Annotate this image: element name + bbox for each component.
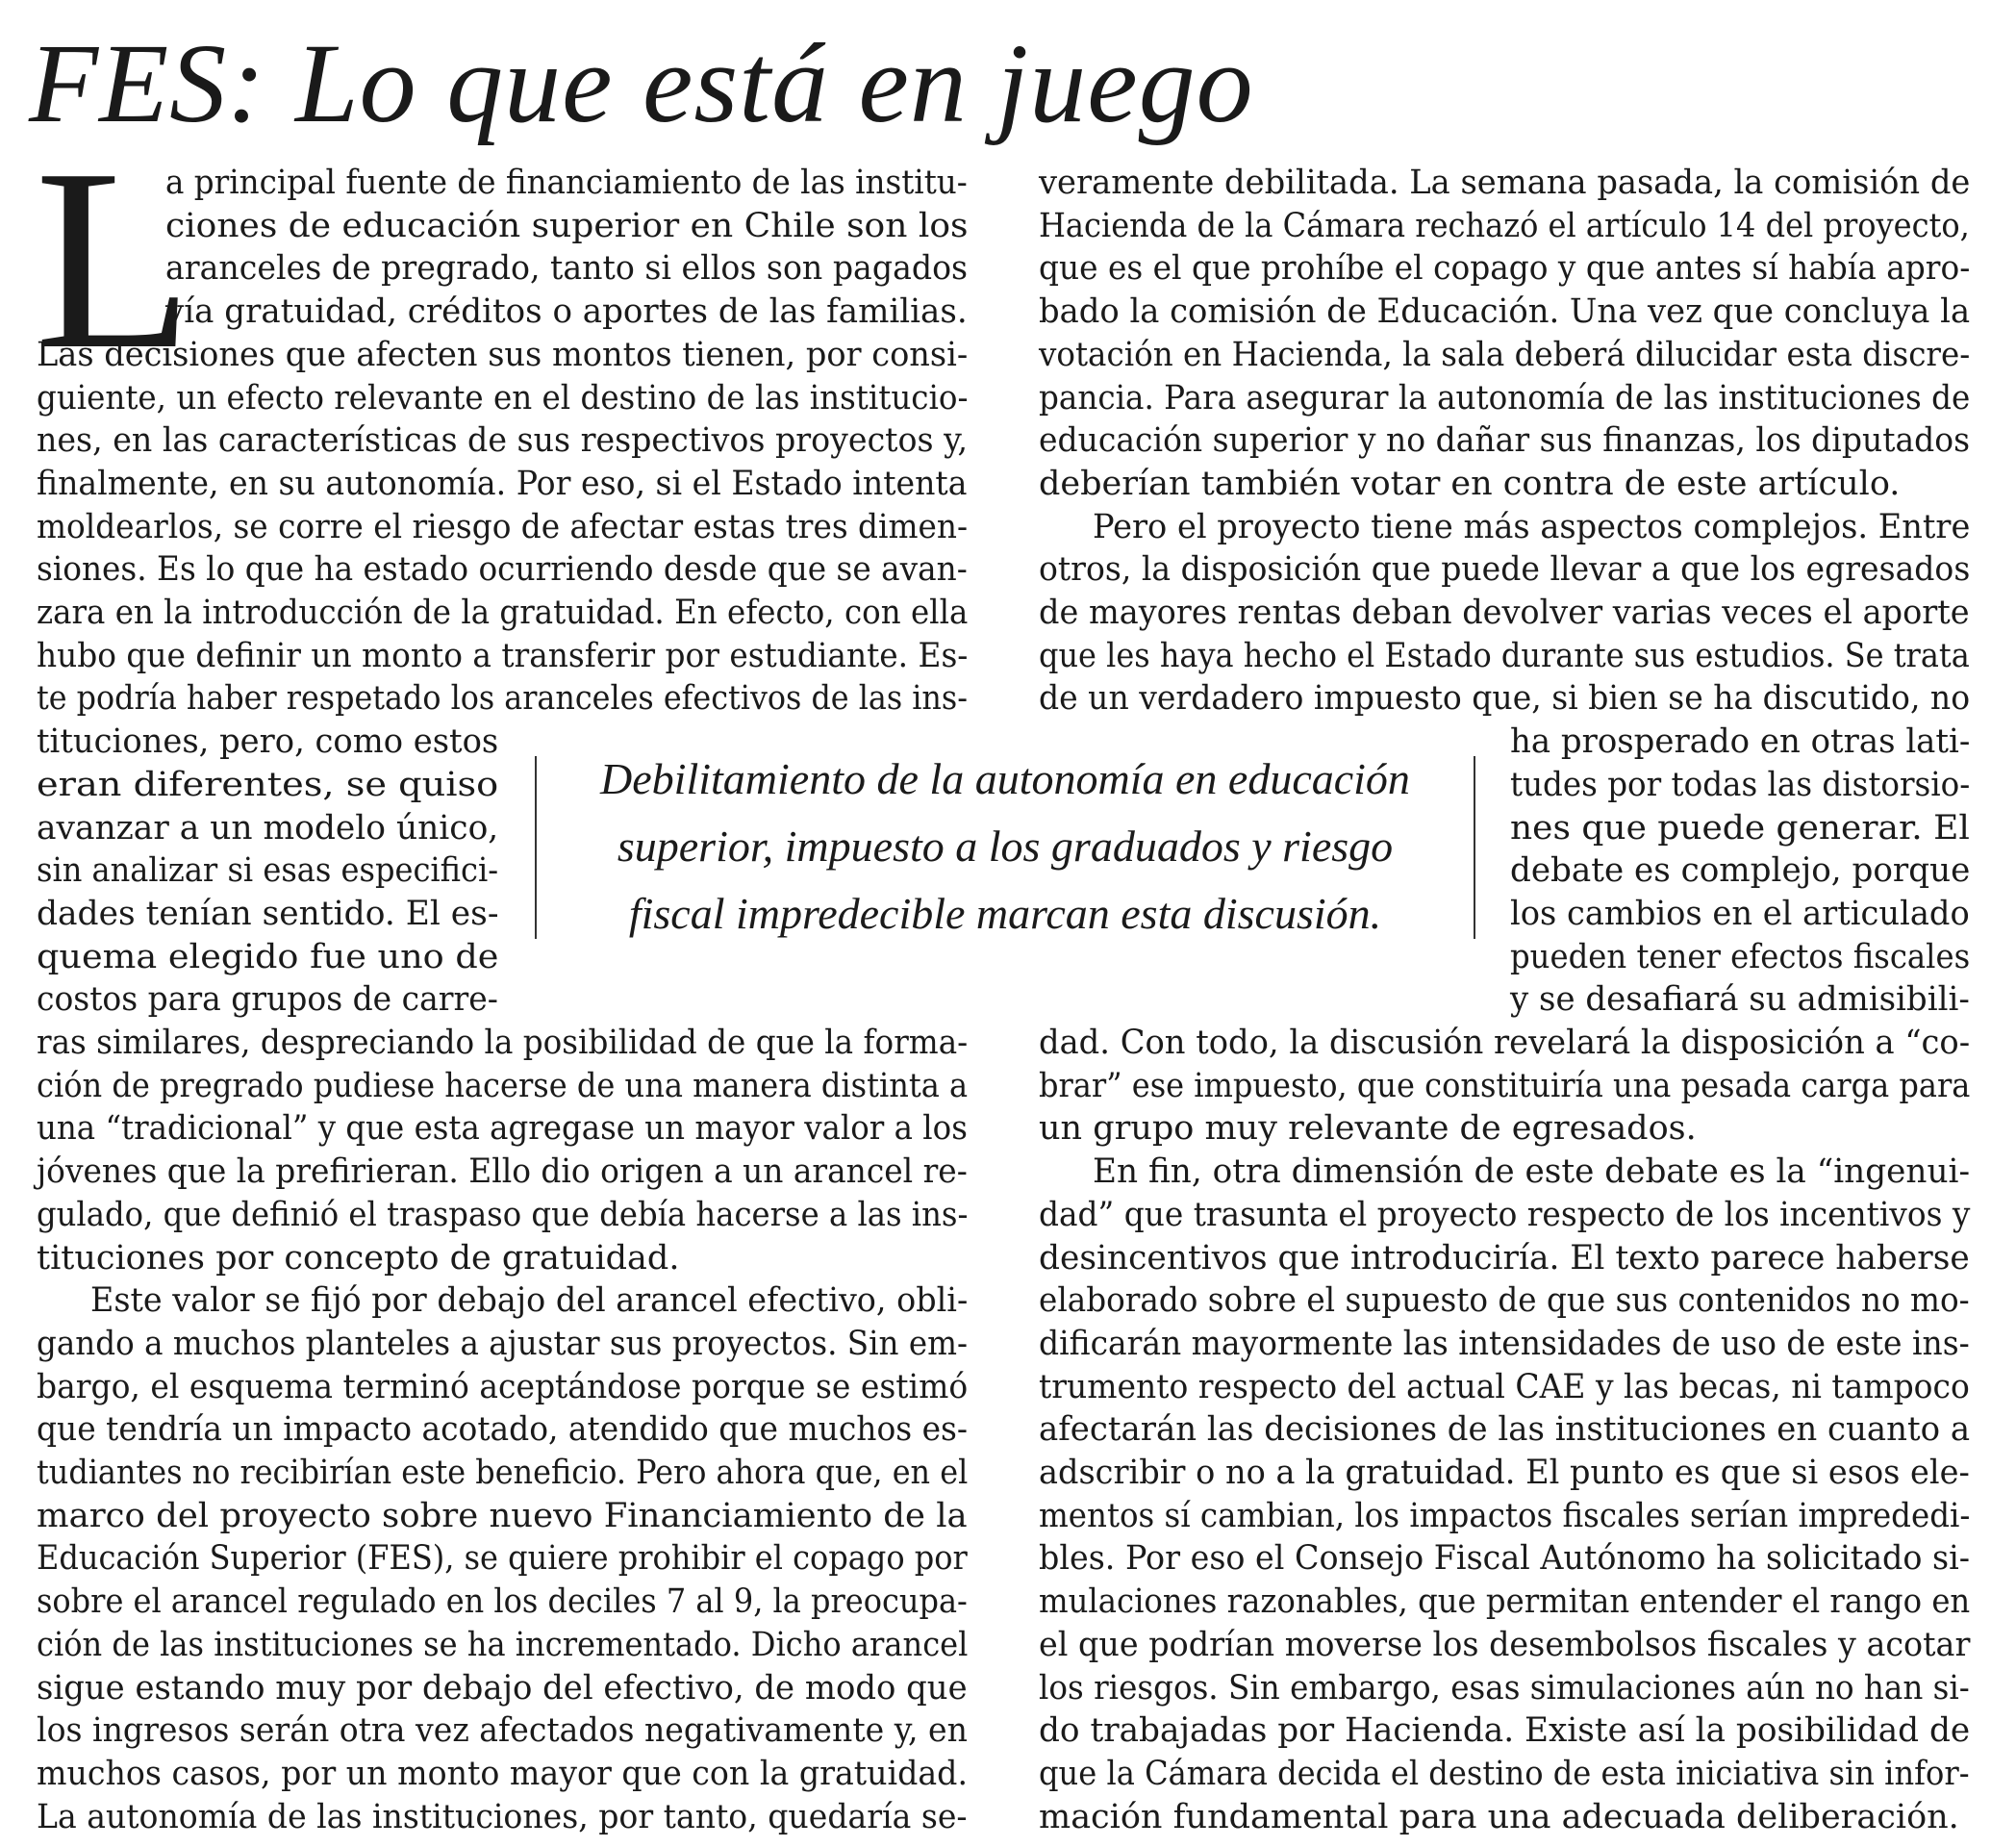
body-line: gulado, que definió el traspaso que debía hacerse a las ins- [37,1195,969,1234]
body-line: tudiantes no recibirían este beneficio. Pero ahora que, en el [37,1454,969,1492]
body-line: En fin, otra dimensión de este debate es la “ingenui- [1093,1152,1971,1192]
body-line: elaborado sobre el supuesto de que sus contenidos no mo- [1039,1281,1970,1321]
body-line: bargo, el esquema terminó aceptándose porque se estimó [37,1367,969,1406]
body-line: aranceles de pregrado, tanto si ellos son pagados [165,249,969,289]
body-line: los cambios en el articulado [1510,894,1970,933]
body-line: Las decisiones que afecten sus montos tienen, por consi- [37,335,969,374]
body-line: pueden tener efectos fiscales [1510,937,1971,976]
body-line: los ingresos serán otra vez afectados negativamente y, en [37,1711,968,1751]
body-line: quema elegido fue uno de [37,937,499,976]
body-line: avanzar a un modelo único, [37,808,499,848]
body-line: tudes por todas las distorsio- [1510,765,1971,804]
body-line: zara en la introducción de la gratuidad. En efecto, con ella [37,594,969,632]
body-line: mación fundamental para una adecuada deliberación. [1039,1797,1959,1836]
body-line: Educación Superior (FES), se quiere prohibir el copago por [37,1539,968,1579]
body-line: do trabajadas por Hacienda. Existe así la posibilidad de [1039,1711,1971,1751]
body-line: otros, la disposición que puede llevar a que los egresados [1039,550,1971,590]
body-line: nes que puede generar. El [1510,808,1970,848]
body-line: muchos casos, por un monto mayor que con la gratuidad. [37,1754,969,1793]
body-line: y se desafiará su admisibili- [1510,980,1970,1020]
body-line: que les haya hecho el Estado durante sus estudios. Se trata [1039,636,1970,675]
body-line: de un verdadero impuesto que, si bien se ha discutido, no [1039,679,1971,719]
pull-quote-line: fiscal impredecible marcan esta discusión. [628,889,1382,938]
body-line: sigue estando muy por debajo del efectivo, de modo que [37,1668,968,1708]
body-line: sin analizar si esas especifici- [37,851,499,891]
pull-quote [535,741,1475,956]
body-line: eran diferentes, se quiso [37,765,499,804]
body-line: tituciones, pero, como estos [37,722,499,762]
body-line: una “tradicional” y que esta agregase un mayor valor a los [37,1109,968,1149]
body-line: te podría haber respetado los aranceles efectivos de las ins- [37,679,968,719]
body-line: tituciones por concepto de gratuidad. [37,1238,680,1278]
body-line: mentos sí cambian, los impactos fiscales serían imprededi- [1039,1496,1971,1535]
body-line: trumento respecto del actual CAE y las becas, ni tampoco [1039,1367,1970,1406]
body-line: ción de pregrado pudiese hacerse de una manera distinta a [37,1066,969,1105]
body-line: ras similares, despreciando la posibilidad de que la forma- [37,1024,969,1062]
body-line: de mayores rentas deban devolver varias veces el aporte [1039,594,1970,632]
pull-quote-line: Debilitamiento de la autonomía en educación [600,754,1410,803]
headline: FES: Lo que está en juego [29,20,1254,146]
body-line: jóvenes que la prefirieran. Ello dio origen a un arancel re- [37,1152,968,1192]
body-line: hubo que definir un monto a transferir por estudiante. Es- [37,636,969,675]
body-line: veramente debilitada. La semana pasada, la comisión de [1039,164,1971,202]
body-line: costos para grupos de carre- [37,980,498,1020]
body-line: ciones de educación superior en Chile son los [165,206,969,245]
body-line: los riesgos. Sin embargo, esas simulaciones aún no han si- [1039,1668,1970,1708]
body-line: que la Cámara decida el destino de esta iniciativa sin infor- [1039,1754,1970,1793]
body-line: dificarán mayormente las intensidades de uso de este ins- [1039,1324,1970,1363]
body-line: un grupo muy relevante de egresados. [1039,1109,1697,1149]
body-line: bado la comisión de Educación. Una vez que concluya la [1039,292,1971,332]
body-line: nes, en las características de sus respectivos proyectos y, [37,421,969,461]
body-line: Pero el proyecto tiene más aspectos complejos. Entre [1093,507,1971,546]
pull-quote-line: superior, impuesto a los graduados y riesgo [617,822,1394,871]
body-line: vía gratuidad, créditos o aportes de las familias. [165,292,968,332]
body-line: Este valor se fijó por debajo del arancel efectivo, obli- [90,1281,969,1321]
body-line: Hacienda de la Cámara rechazó el artículo 14 del proyecto, [1039,206,1970,245]
body-line: sobre el arancel regulado en los deciles 7 al 9, la preocupa- [37,1582,968,1622]
body-line: guiente, un efecto relevante en el destino de las institucio- [37,378,969,417]
body-line: el que podrían moverse los desembolsos fiscales y acotar [1039,1625,1971,1664]
body-line: La autonomía de las instituciones, por tanto, quedaría se- [37,1797,968,1836]
body-line: que es el que prohíbe el copago y que antes sí había apro- [1039,249,1971,289]
body-line: pancia. Para asegurar la autonomía de las instituciones de [1039,378,1971,417]
body-line: deberían también votar en contra de este artículo. [1039,464,1901,503]
body-line: educación superior y no dañar sus finanzas, los diputados [1039,421,1971,461]
body-line: marco del proyecto sobre nuevo Financiamiento de la [37,1496,968,1535]
body-line: dad” que trasunta el proyecto respecto de los incentivos y [1039,1195,1971,1234]
body-line: moldearlos, se corre el riesgo de afectar estas tres dimen- [37,507,969,546]
body-line: ción de las instituciones se ha incrementado. Dicho arancel [37,1625,969,1664]
body-line: debate es complejo, porque [1510,851,1971,891]
drop-cap: L [35,115,193,403]
body-line: dades tenían sentido. El es- [37,894,499,933]
body-line: desincentivos que introduciría. El texto parece haberse [1039,1238,1970,1278]
body-line: afectarán las decisiones de las instituciones en cuanto a [1039,1410,1971,1450]
body-line: siones. Es lo que ha estado ocurriendo desde que se avan- [37,550,968,590]
body-line: dad. Con todo, la discusión revelará la disposición a “co- [1039,1024,1971,1062]
body-line: adscribir o no a la gratuidad. El punto es que si esos ele- [1039,1454,1970,1492]
body-line: votación en Hacienda, la sala deberá dilucidar esta discre- [1039,335,1971,374]
body-line: que tendría un impacto acotado, atendido que muchos es- [37,1410,969,1450]
body-line: gando a muchos planteles a ajustar sus proyectos. Sin em- [37,1324,969,1363]
body-line: ha prosperado en otras lati- [1510,722,1971,762]
body-line: brar” ese impuesto, que constituiría una pesada carga para [1039,1066,1971,1105]
body-line: finalmente, en su autonomía. Por eso, si el Estado intenta [37,464,968,503]
body-line: mulaciones razonables, que permitan entender el rango en [1039,1582,1971,1622]
body-line: bles. Por eso el Consejo Fiscal Autónomo ha solicitado si- [1039,1539,1971,1579]
body-line: a principal fuente de financiamiento de las institu- [165,164,968,202]
